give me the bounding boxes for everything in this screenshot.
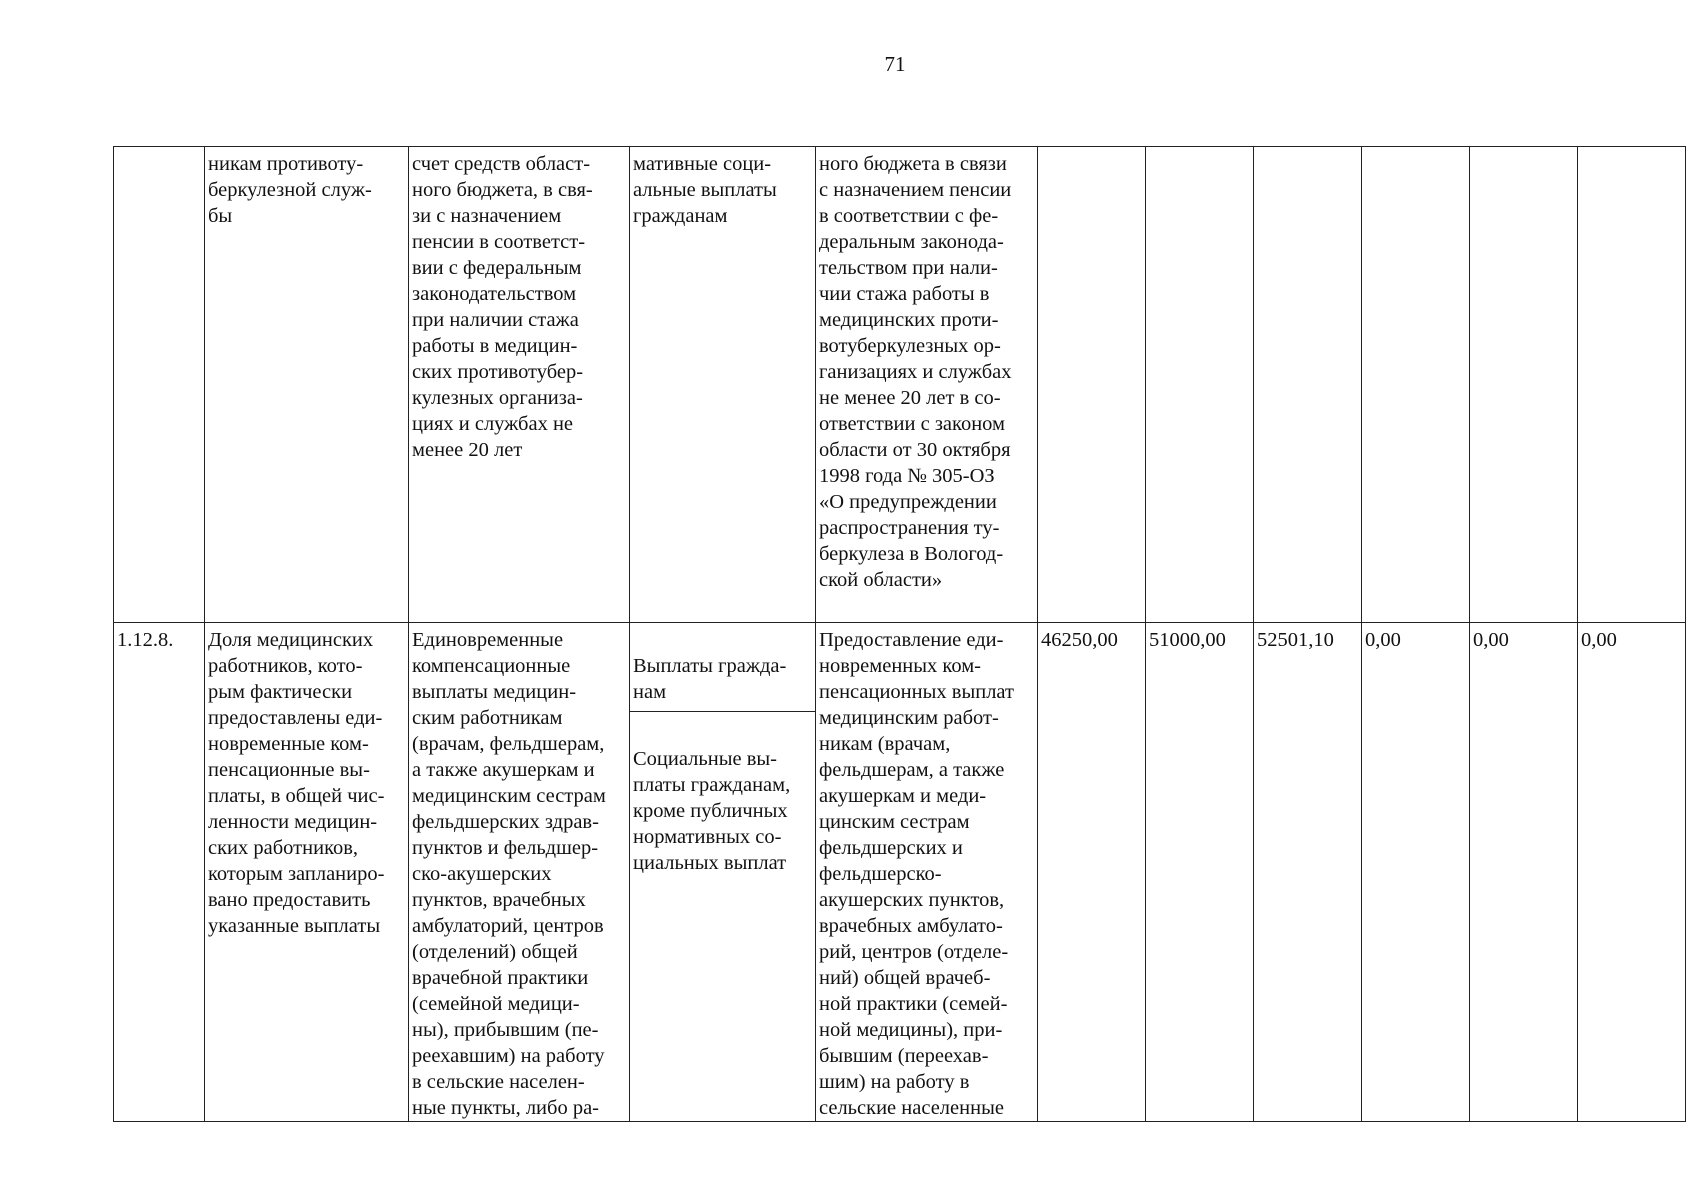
description-cell: ного бюджета в связи с назначением пенсии в соответствии с фе- деральным законода- тельством при нали- чии стажа работы в медицинских проти- вотуберкулезных ор- ганизациях и службах не менее 20 лет в со- ответствии с законом области от 30 октября 1998 года № 305-ОЗ «О предупреждении распространения ту- беркулеза в Вологод- ской области»	[816, 147, 1038, 623]
expense-type-bottom: Социальные вы- платы гражданам, кроме публичных нормативных со- циальных выплат	[633, 748, 791, 874]
value-cell: 0,00	[1362, 623, 1470, 1122]
expense-type-cell: мативные соци- альные выплаты гражданам	[630, 147, 816, 623]
expense-type-top: Выплаты гражда- нам	[630, 653, 815, 712]
value-cell	[1254, 147, 1362, 623]
expense-type-cell	[630, 623, 816, 1122]
value-cell: 51000,00	[1146, 623, 1254, 1122]
value-cell: 0,00	[1470, 623, 1578, 1122]
row-number-cell: 1.12.8.	[114, 623, 205, 1122]
table-row	[114, 147, 1686, 623]
table-row	[114, 623, 1686, 1122]
description-cell: Предоставление еди- новременных ком- пенсационных выплат медицинским работ- никам (врачам, фельдшерам, а также акушеркам и меди- цинским сестрам фельдшерских и фельдшерско- акушерских пунктов, врачебных амбулато- рий, центров (отделе- ний) общей врачеб- ной практики (семей- ной медицины), при- бывшим (переехав- шим) на работу в сельские населенные	[816, 623, 1038, 1122]
value-cell: 0,00	[1578, 623, 1686, 1122]
value-cell	[1470, 147, 1578, 623]
value-cell	[1038, 147, 1146, 623]
value-cell: 52501,10	[1254, 623, 1362, 1122]
indicator-cell: Доля медицинских работников, кото- рым фактически предоставлены еди- новременные ком- пенсационные вы- платы, в общей чис- ленности медицин- ских работников, которым запланиро- вано предоставить указанные выплаты	[205, 623, 409, 1122]
value-cell	[1146, 147, 1254, 623]
indicator-cell: никам противоту- беркулезной служ- бы	[205, 147, 409, 623]
value-cell	[1362, 147, 1470, 623]
program-table	[113, 146, 1686, 1122]
row-number-cell	[114, 147, 205, 623]
measure-cell: счет средств област- ного бюджета, в свя- зи с назначением пенсии в соответст- вии с федеральным законодательством при наличии стажа работы в медицин- ских противотубер- кулезных организа- циях и службах не менее 20 лет	[409, 147, 630, 623]
page-number: 71	[884, 52, 906, 76]
value-cell: 46250,00	[1038, 623, 1146, 1122]
value-cell	[1578, 147, 1686, 623]
measure-cell: Единовременные компенсационные выплаты медицин- ским работникам (врачам, фельдшерам, а также акушеркам и медицинским сестрам фельдшерских здрав- пунктов и фельдшер- ско-акушерских пунктов, врачебных амбулаторий, центров (отделений) общей врачебной практики (семейной медици- ны), прибывшим (пе- реехавшим) на работу в сельские населен- ные пункты, либо ра-	[409, 623, 630, 1122]
